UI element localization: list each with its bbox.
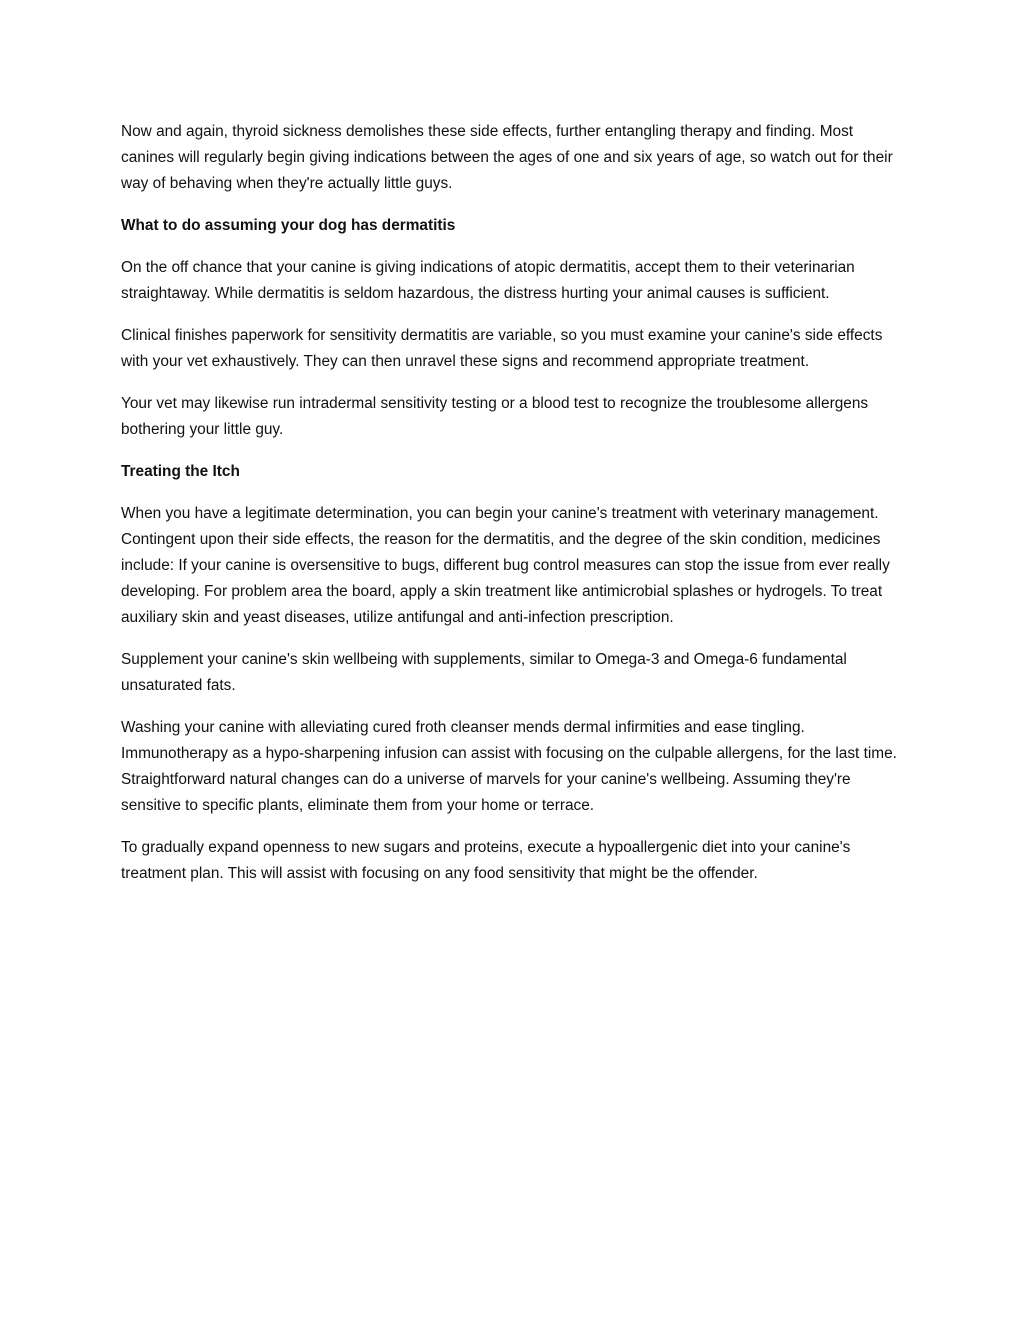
paragraph-atopic-dermatitis: On the off chance that your canine is giving indications of atopic dermatitis, accept them to their veterinarian straightaway. While dermatitis is seldom hazardous, the distress hurting your animal causes is sufficient. (121, 259, 855, 302)
paragraph-treatment: When you have a legitimate determination, you can begin your canine's treatment with veterinary management. Contingent upon their side effects, the reason for the dermatitis, and the degree of the skin condition, medicines include: If your canine is oversensitive to bugs, different bug control measures can stop the issue from ever really developing. For problem area the board, apply a skin treatment like antimicrobial splashes or hydrogels. To treat auxiliary skin and yeast diseases, utilize antifungal and anti-infection prescription. (121, 505, 890, 626)
heading-treating-itch: Treating the Itch (121, 463, 240, 480)
paragraph-supplements: Supplement your canine's skin wellbeing with supplements, similar to Omega-3 and Omega-6 fundamental unsaturated fats. (121, 651, 847, 694)
paragraph-hypoallergenic-diet: To gradually expand openness to new sugars and proteins, execute a hypoallergenic diet into your canine's treatment plan. This will assist with focusing on any food sensitivity that might be the offender. (121, 839, 851, 882)
paragraph-thyroid: Now and again, thyroid sickness demolishes these side effects, further entangling therapy and finding. Most canines will regularly begin giving indications between the ages of one and six years of age, so watch out for their way of behaving when they're actually little guys. (121, 123, 893, 192)
document-body (121, 119, 907, 903)
paragraph-washing: Washing your canine with alleviating cured froth cleanser mends dermal infirmities and ease tingling. Immunotherapy as a hypo-sharpening infusion can assist with focusing on the culpable allergens, for the last time. Straightforward natural changes can do a universe of marvels for your canine's wellbeing. Assuming they're sensitive to specific plants, eliminate them from your home or terrace. (121, 719, 897, 814)
heading-what-to-do: What to do assuming your dog has dermatitis (121, 217, 456, 234)
paragraph-clinical-findings: Clinical finishes paperwork for sensitivity dermatitis are variable, so you must examine your canine's side effects with your vet exhaustively. They can then unravel these signs and recommend appropriate treatment. (121, 327, 883, 370)
paragraph-sensitivity-testing: Your vet may likewise run intradermal sensitivity testing or a blood test to recognize the troublesome allergens bothering your little guy. (121, 395, 869, 438)
